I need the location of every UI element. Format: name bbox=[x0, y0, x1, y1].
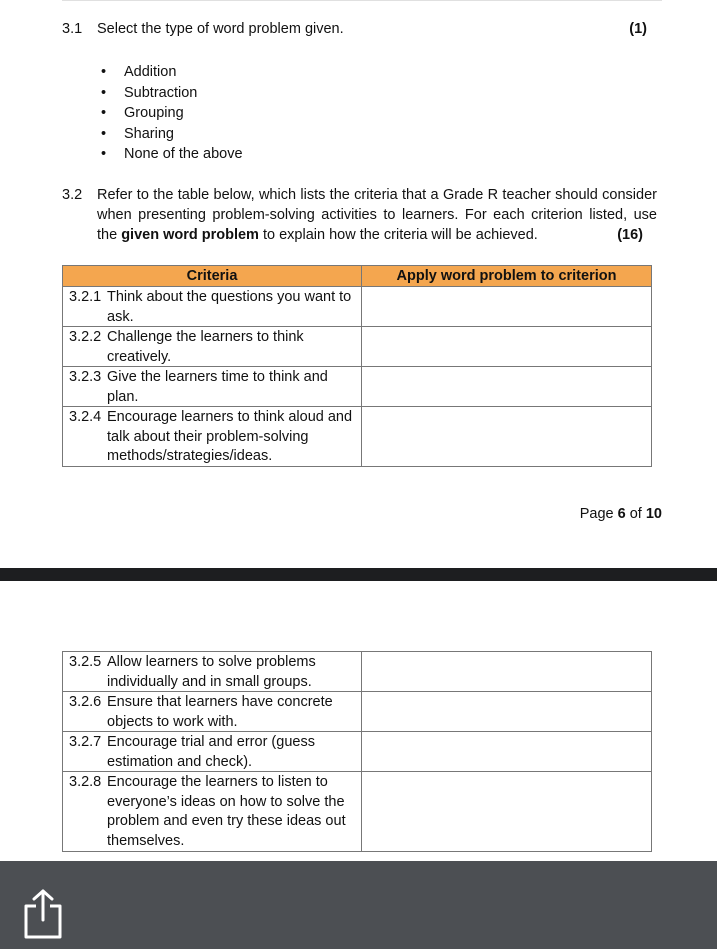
table-row bbox=[63, 732, 652, 772]
answer-cell[interactable] bbox=[362, 287, 652, 327]
criterion-number: 3.2.1 bbox=[69, 289, 102, 305]
table-row bbox=[63, 772, 652, 852]
criterion-number: 3.2.7 bbox=[69, 734, 102, 750]
table-header-row bbox=[63, 266, 652, 287]
criterion-number: 3.2.4 bbox=[69, 409, 102, 425]
question-marks: (16) bbox=[617, 227, 643, 243]
current-page: 6 bbox=[617, 506, 626, 522]
table-row bbox=[63, 287, 652, 327]
total-pages: 10 bbox=[645, 506, 662, 522]
criterion-text: Encourage learners to think aloud and talk about their problem-solving methods/strategies/ideas. bbox=[107, 409, 353, 464]
question-number: 3.2 bbox=[62, 187, 83, 203]
option-item: • Addition bbox=[100, 62, 243, 83]
criteria-table-continued bbox=[62, 651, 652, 852]
option-item: • None of the above bbox=[100, 144, 243, 165]
answer-cell[interactable] bbox=[362, 692, 652, 732]
question-3-2-text bbox=[97, 185, 657, 245]
column-header-criteria: Criteria bbox=[63, 266, 362, 287]
answer-options-list bbox=[100, 62, 243, 165]
answer-cell[interactable] bbox=[362, 652, 652, 692]
criterion-text: Challenge the learners to think creatively. bbox=[107, 329, 304, 365]
column-header-apply: Apply word problem to criterion bbox=[362, 266, 652, 287]
criterion-text: Think about the questions you want to ask. bbox=[107, 289, 352, 325]
table-row bbox=[63, 652, 652, 692]
bottom-toolbar bbox=[0, 861, 717, 949]
criterion-text: Give the learners time to think and plan. bbox=[107, 369, 328, 405]
table-row bbox=[63, 367, 652, 407]
emphasis-text: given word problem bbox=[121, 227, 259, 243]
option-item: • Sharing bbox=[100, 124, 243, 145]
answer-cell[interactable] bbox=[362, 327, 652, 367]
question-line: Refer to the table below, which lists the criteria that a Grade R teacher should consider bbox=[97, 187, 657, 203]
question-marks: (1) bbox=[629, 21, 647, 37]
question-text: Select the type of word problem given. bbox=[97, 21, 344, 37]
text-run: to explain how the criteria will be achieved. bbox=[258, 227, 538, 243]
criterion-number: 3.2.3 bbox=[69, 369, 102, 385]
option-item: • Grouping bbox=[100, 103, 243, 124]
question-line: when presenting problem-solving activities to learners. For each criterion listed, use bbox=[97, 207, 657, 223]
criterion-number: 3.2.2 bbox=[69, 329, 102, 345]
criterion-text: Encourage trial and error (guess estimation and check). bbox=[107, 734, 315, 770]
table-row bbox=[63, 327, 652, 367]
page-top-rule bbox=[62, 0, 662, 1]
text-run: Page bbox=[579, 506, 618, 522]
criterion-number: 3.2.5 bbox=[69, 654, 102, 670]
criteria-table bbox=[62, 265, 652, 467]
criterion-number: 3.2.8 bbox=[69, 774, 102, 790]
answer-cell[interactable] bbox=[362, 732, 652, 772]
text-run: of bbox=[625, 506, 646, 522]
criterion-text: Allow learners to solve problems individually and in small groups. bbox=[107, 654, 316, 690]
answer-cell[interactable] bbox=[362, 367, 652, 407]
answer-cell[interactable] bbox=[362, 407, 652, 467]
share-icon[interactable] bbox=[22, 888, 64, 940]
question-line bbox=[97, 225, 657, 245]
page-break-divider bbox=[0, 568, 717, 581]
text-run: the bbox=[97, 227, 122, 243]
table-row bbox=[63, 407, 652, 467]
table-row bbox=[63, 692, 652, 732]
criterion-text: Ensure that learners have concrete objects to work with. bbox=[107, 694, 333, 730]
page-number bbox=[580, 506, 662, 522]
criterion-text: Encourage the learners to listen to everyone’s ideas on how to solve the problem and even try these ideas out themselves. bbox=[107, 774, 346, 849]
question-number: 3.1 bbox=[62, 21, 83, 37]
criterion-number: 3.2.6 bbox=[69, 694, 102, 710]
answer-cell[interactable] bbox=[362, 772, 652, 852]
option-item: • Subtraction bbox=[100, 83, 243, 104]
